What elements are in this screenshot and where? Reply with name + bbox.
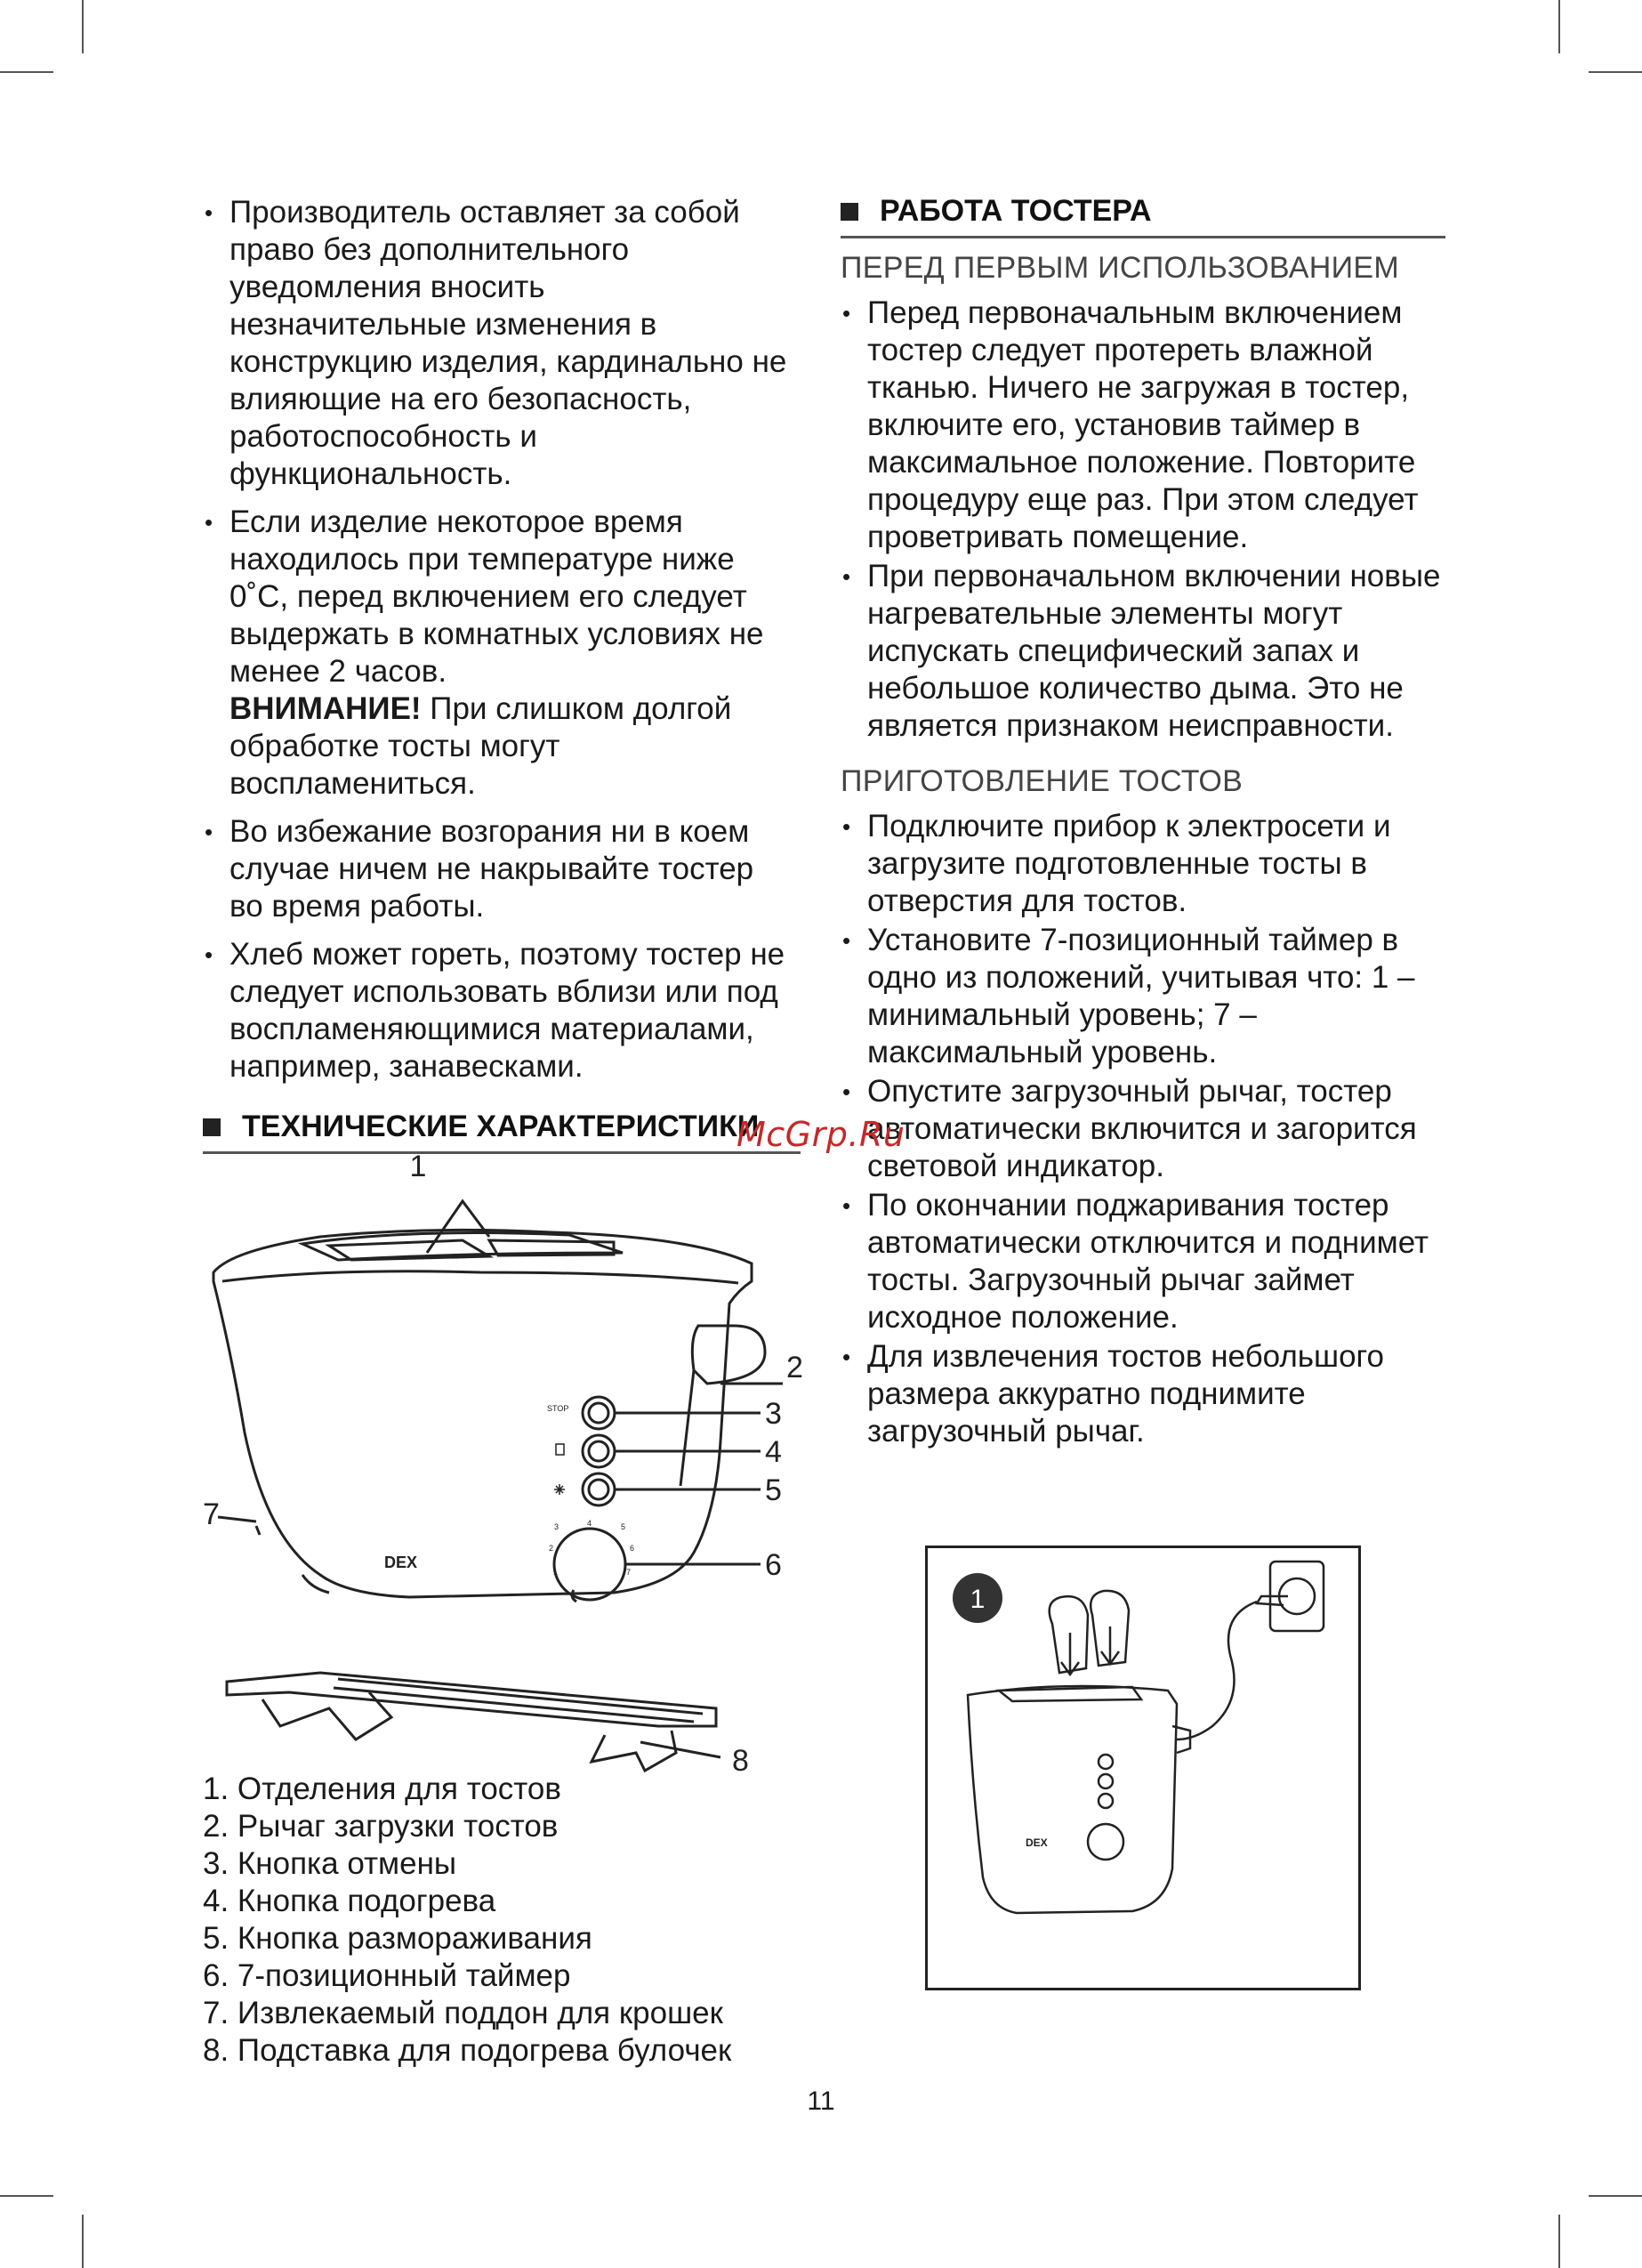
right-column [841,194,1445,1452]
list-item: • Опустите загрузочный рычаг, тостер автоматически включится и загорится световой индикатор. [841,1073,1445,1185]
brand-logo: DEX [384,1554,418,1571]
callout-label: 6 [765,1548,782,1582]
list-item: 2. Рычаг загрузки тостов [203,1809,559,1844]
crop-mark [82,2215,84,2268]
reheat-icon [556,1444,564,1455]
list-item: • Подключите прибор к электросети и загрузите подготовленные тосты в отверстия для тостов. [841,808,1445,920]
list-item-text: Если изделие некоторое время находилось при температуре ниже 0˚С, перед включением его следует выдержать в комнатных условиях не менее 2 часов. [229,504,764,689]
stop-label: STOP [547,1404,569,1413]
crop-mark [0,71,53,73]
parts-list [203,1771,731,2070]
list-item: • Перед первоначальным включением тостер следует протереть влажной тканью. Ничего не загружая в тостер, включите его, установив таймер в максимальное положение. Повторите процедуру еще раз. При этом следует проветривать помещение. [841,295,1445,556]
list-item: • По окончании поджаривания тостер автоматически отключится и поднимет тосты. Загрузочный рычаг займет исходное положение. [841,1187,1445,1336]
list-item: 8. Подставка для подогрева булочек [203,2033,732,2068]
figure-badge: 1 [970,1585,986,1614]
list-item [203,504,790,803]
toaster-diagram [196,1148,818,1788]
safety-bullets [203,194,790,1086]
page-number: 11 [807,2086,835,2116]
list-item: 7. Извлекаемый поддон для крошек [203,1996,723,2030]
callout-label: 7 [203,1497,220,1531]
list-item: 5. Кнопка размораживания [203,1921,592,1956]
usage-figure [925,1546,1361,1990]
square-bullet-icon [841,203,858,221]
list-item: • Хлеб может гореть, поэтому тостер не следует использовать вблизи или под воспламеняющимися материалами, например, занавесками. [203,936,790,1086]
warning-text: При слишком долгой обработке тосты могут воспламениться. [229,691,732,801]
section-heading [841,194,1445,238]
callout-label: 5 [765,1473,782,1507]
callout-label: 8 [732,1744,749,1778]
dial-mark: 5 [621,1522,626,1531]
left-column [203,194,790,1096]
defrost-icon [554,1484,565,1495]
section-heading-text: ТЕХНИЧЕСКИЕ ХАРАКТЕРИСТИКИ [242,1110,760,1143]
subheading: ПРИГОТОВЛЕНИЕ ТОСТОВ [841,764,1244,798]
crop-mark [1589,71,1642,73]
dial-mark: 3 [554,1522,559,1531]
callout-label: 2 [786,1351,803,1384]
callout-label: 4 [765,1435,782,1469]
dial-mark: 1 [553,1568,559,1577]
toaster-plug-illustration [928,1548,1358,1988]
dial-mark: 7 [626,1568,632,1577]
list-item: • Во избежание возгорания ни в коем случае ничем не накрывайте тостер во время работы. [203,813,790,925]
figure-brand-logo: DEX [1026,1836,1048,1849]
square-bullet-icon [203,1118,221,1136]
list-item: 1. Отделения для тостов [203,1772,561,1806]
crop-mark [1558,2215,1560,2268]
dial-mark: 2 [549,1544,554,1553]
crop-mark [1589,2195,1642,2197]
crop-mark [82,0,84,53]
list-item: • Установите 7-позиционный таймер в одно из положений, учитывая что: 1 – минимальный уровень; 7 – максимальный уровень. [841,922,1445,1071]
watermark: McGrp.Ru [736,1115,906,1154]
list-item: 4. Кнопка подогрева [203,1884,496,1918]
list-item: 3. Кнопка отмены [203,1846,457,1881]
crop-mark [0,2195,53,2197]
list-item: • Для извлечения тостов небольшого размера аккуратно поднимите загрузочный рычаг. [841,1338,1445,1450]
toasting-bullets [841,808,1445,1450]
dial-mark: 4 [587,1519,592,1528]
callout-label: 3 [765,1397,782,1431]
crop-mark [1558,0,1560,53]
warning-label: ВНИМАНИЕ! [229,691,422,726]
section-heading-text: РАБОТА ТОСТЕРА [880,194,1152,228]
dial-mark: 6 [630,1544,635,1553]
callout-label: 1 [409,1150,427,1183]
list-item: 6. 7-позиционный таймер [203,1958,571,1993]
list-item: • Производитель оставляет за собой право без дополнительного уведомления вносить незначительные изменения в конструкцию изделия, кардинально не влияющие на его безопасность, работоспособность и функциональность. [203,194,790,493]
subheading: ПЕРЕД ПЕРВЫМ ИСПОЛЬЗОВАНИЕМ [841,251,1399,285]
list-item: • При первоначальном включении новые нагревательные элементы могут испускать специфический запах и небольшое количество дыма. Это не является признаком неисправности. [841,558,1445,745]
first-use-bullets [841,295,1445,745]
